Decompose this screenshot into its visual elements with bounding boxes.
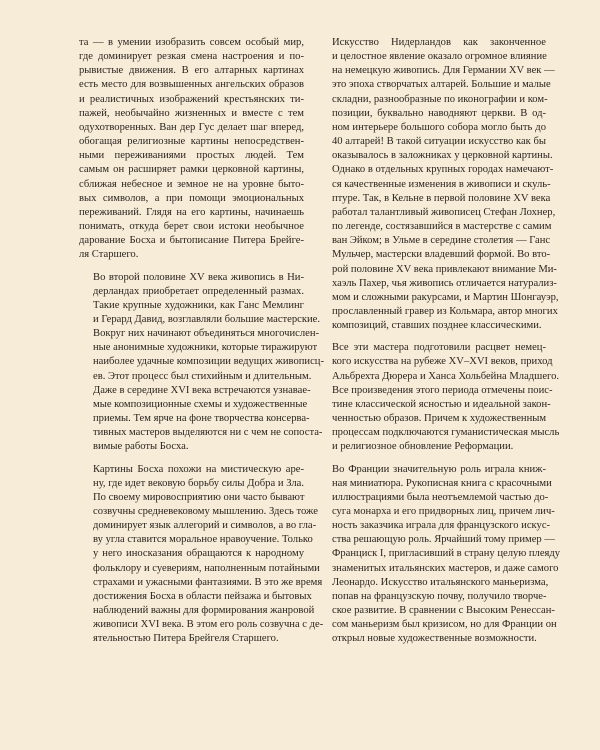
text-line: ское развитие. В сравнении с Высоким Ренессан-	[332, 605, 555, 617]
text-line: вимые работы Босха.	[93, 441, 189, 453]
text-line: тине классической ясностью и идеальной закон-	[332, 398, 551, 410]
text-line: понимать, откуда берет свои истоки необычное	[79, 221, 304, 233]
text-line: ства решающую роль. Ярчайший тому пример —	[332, 534, 555, 546]
text-line: прославленный гравер из Кольмара, автор многих	[332, 305, 558, 317]
text-line: Вокруг них начинают объединяться многочислен-	[93, 328, 320, 340]
text-line: знаменитых итальянских мастеров, и даже самого	[332, 562, 559, 574]
text-line: Альбрехта Дюрера и Ханса Хольбейна Младшего.	[332, 370, 560, 382]
text-line: Все эти мастера подготовили расцвет немец-	[332, 342, 546, 354]
text-line: рой половине XV века привлекают внимание Ми-	[332, 263, 557, 275]
text-line: Во второй половине XV века живопись в Ни-	[93, 271, 304, 283]
text-line: по легенде, состязавшийся в мастерстве с самим	[332, 221, 552, 233]
text-line: попав на французскую почву, получило творче-	[332, 590, 547, 602]
text-line: и целостное явление оказало огромное влияние	[332, 51, 547, 63]
text-line: сом маньеризм был кризисом, но для Франции он	[332, 619, 557, 631]
paragraph	[318, 341, 560, 454]
text-line: созвучны средневековому мышлению. Здесь тоже	[93, 506, 318, 517]
text-line: композиций, ставших позднее классическими.	[332, 320, 542, 332]
text-line: дарование Босха и бытописание Питера Брейге-	[79, 235, 304, 247]
text-line: самым он расширяет рамки церковной картины,	[79, 164, 304, 176]
text-line: Леонардо. Искусство итальянского маньеризма,	[332, 576, 549, 588]
paragraph	[318, 463, 561, 647]
text-line: обогащая религиозные картины непосредствен-	[79, 136, 304, 148]
text-line: иллюстрациями была неотъемлемой частью до-	[332, 491, 549, 503]
paragraph	[318, 36, 559, 333]
text-line: работал талантливый живописец Стефан Лохнер,	[332, 206, 556, 218]
paragraph	[79, 463, 324, 647]
text-line: сближая небесное и земное не на уровне быто-	[79, 178, 304, 190]
text-line: ном интерьере большого собора могло быть до	[332, 121, 546, 133]
text-line: ля Старшего.	[79, 249, 139, 261]
paragraph	[79, 271, 324, 455]
text-line: та — в умении изобразить совсем особый мир,	[79, 37, 304, 48]
text-line: хаэль Пахер, чья живопись отличается натурализ-	[332, 277, 557, 289]
text-line: По своему мировосприятию они часто бывают	[93, 491, 305, 503]
text-line: оказывалось в заложниках у церковной картины.	[332, 150, 553, 162]
text-line: приемы. Тем ярче на фоне творчества консерва-	[93, 413, 310, 425]
text-line: Такие крупные художники, как Ганс Мемлинг	[93, 299, 304, 311]
right-text-column	[318, 36, 561, 655]
text-line: есть место для возвышенных ангельских образов	[79, 79, 304, 91]
text-line: ву угла ставится моральное нравоучение. Только	[93, 534, 313, 546]
text-line: пажей, необычайно жизненных и вместе с тем	[79, 107, 304, 119]
text-line: ная миниатюра. Рукописная книга с красочными	[332, 477, 552, 489]
text-line: Все произведения этого периода отмечены поис-	[332, 384, 553, 396]
text-line: суга монарха и его придворных лиц, причем лич-	[332, 506, 555, 517]
text-line: тивных мастеров выделяются ни с чем не сопоста-	[93, 427, 323, 439]
paragraph	[79, 36, 304, 263]
text-line: ев. Этот процесс был стихийным и длительным.	[93, 370, 312, 382]
text-line: живописи XVI века. В этом его роль созвучна с де-	[93, 619, 324, 631]
text-line: процессам подключаются гуманистическая мысль	[332, 427, 560, 439]
text-line: наблюдений важны для формирования жанровой	[93, 605, 315, 617]
text-line: Даже в середине XVI века встречаются узнавае-	[93, 384, 311, 396]
text-line: Однако в отдельных крупных городах намечают-	[332, 164, 554, 176]
text-line: складни, разнообразные по иконографии и ком-	[332, 93, 548, 105]
text-line: и реалистичных изображений крестьянских ти-	[79, 93, 304, 105]
text-line: ятельностью Питера Брейгеля Старшего.	[93, 633, 279, 645]
text-line: открыл новые художественные возможности.	[332, 633, 537, 645]
text-line: рывистые движения. В его алтарных картинах	[79, 65, 304, 77]
text-line: и Герард Давид, возглавляли большие мастерские.	[93, 313, 321, 325]
text-line: Во Франции значительную роль играла книж-	[332, 463, 546, 475]
text-line: мые композиционные схемы и художественные	[93, 398, 308, 410]
text-line: вых символов, а при помощи эмоциональных	[79, 192, 304, 204]
text-line: Мульчер, мастерски владевший формой. Во вто-	[332, 249, 551, 261]
text-line: Картины Босха похожи на мистическую аре-	[93, 463, 304, 475]
text-line: фольклору и суевериям, наполненным потайными	[93, 562, 320, 574]
text-line: мом и сложными ракурсами, и Мартин Шонгауэр,	[332, 291, 559, 303]
text-line: ные анонимные художники, которые тиражируют	[93, 342, 318, 354]
text-line: страхами и ужасными фантазиями. В это же время	[93, 576, 323, 588]
text-line: кого искусства на рубеже XV–XVI веков, приход	[332, 356, 553, 368]
left-text-column	[79, 36, 324, 655]
text-line: птуре. Так, в Кельне в первой половине XV века	[332, 192, 551, 204]
text-line: ся качественные изменения в живописи и скуль-	[332, 178, 551, 190]
text-line: ну, где идет вековую борьбу силы Добра и Зла.	[93, 477, 304, 489]
text-line: достижения Босха в области пейзажа и бытовых	[93, 590, 312, 602]
text-line: ность заказчика играла для французского искус-	[332, 520, 551, 532]
text-line: ченностью образов. Причем к художественным	[332, 413, 547, 425]
text-line: наиболее удачные композиции ведущих живописц-	[93, 356, 324, 368]
text-line: это эпоха створчатых алтарей. Большие и малые	[332, 79, 551, 91]
text-line: ван Эйком; в Ульме в середине столетия — Ганс	[332, 235, 551, 247]
text-line: доминирует язык аллегорий и символов, а во гла-	[93, 520, 317, 532]
text-line: одухотворенных. Ван дер Гус делает шаг вперед,	[79, 121, 304, 133]
text-line: Искусство Нидерландов как законченное	[332, 37, 546, 48]
text-line: на немецкую живопись. Для Германии XV век —	[332, 65, 555, 77]
text-line: переживаний. Глядя на его картины, начинаешь	[79, 206, 304, 218]
text-line: дерландах приобретает определенный размах.	[93, 285, 304, 297]
text-line: 40 алтарей! В такой ситуации искусство как бы	[332, 136, 546, 148]
text-line: где доминирует резкая смена настроения и по-	[79, 51, 304, 63]
text-line: Франциск I, пригласивший в страну целую плеяду	[332, 548, 561, 560]
text-line: у него иносказания обращаются к народному	[93, 548, 304, 560]
text-line: и религиозное обновление Реформации.	[332, 441, 514, 453]
text-line: позиции, буквально наводняют церкви. В од-	[332, 107, 546, 119]
text-line: ными переживаниями простых людей. Тем	[79, 150, 304, 162]
